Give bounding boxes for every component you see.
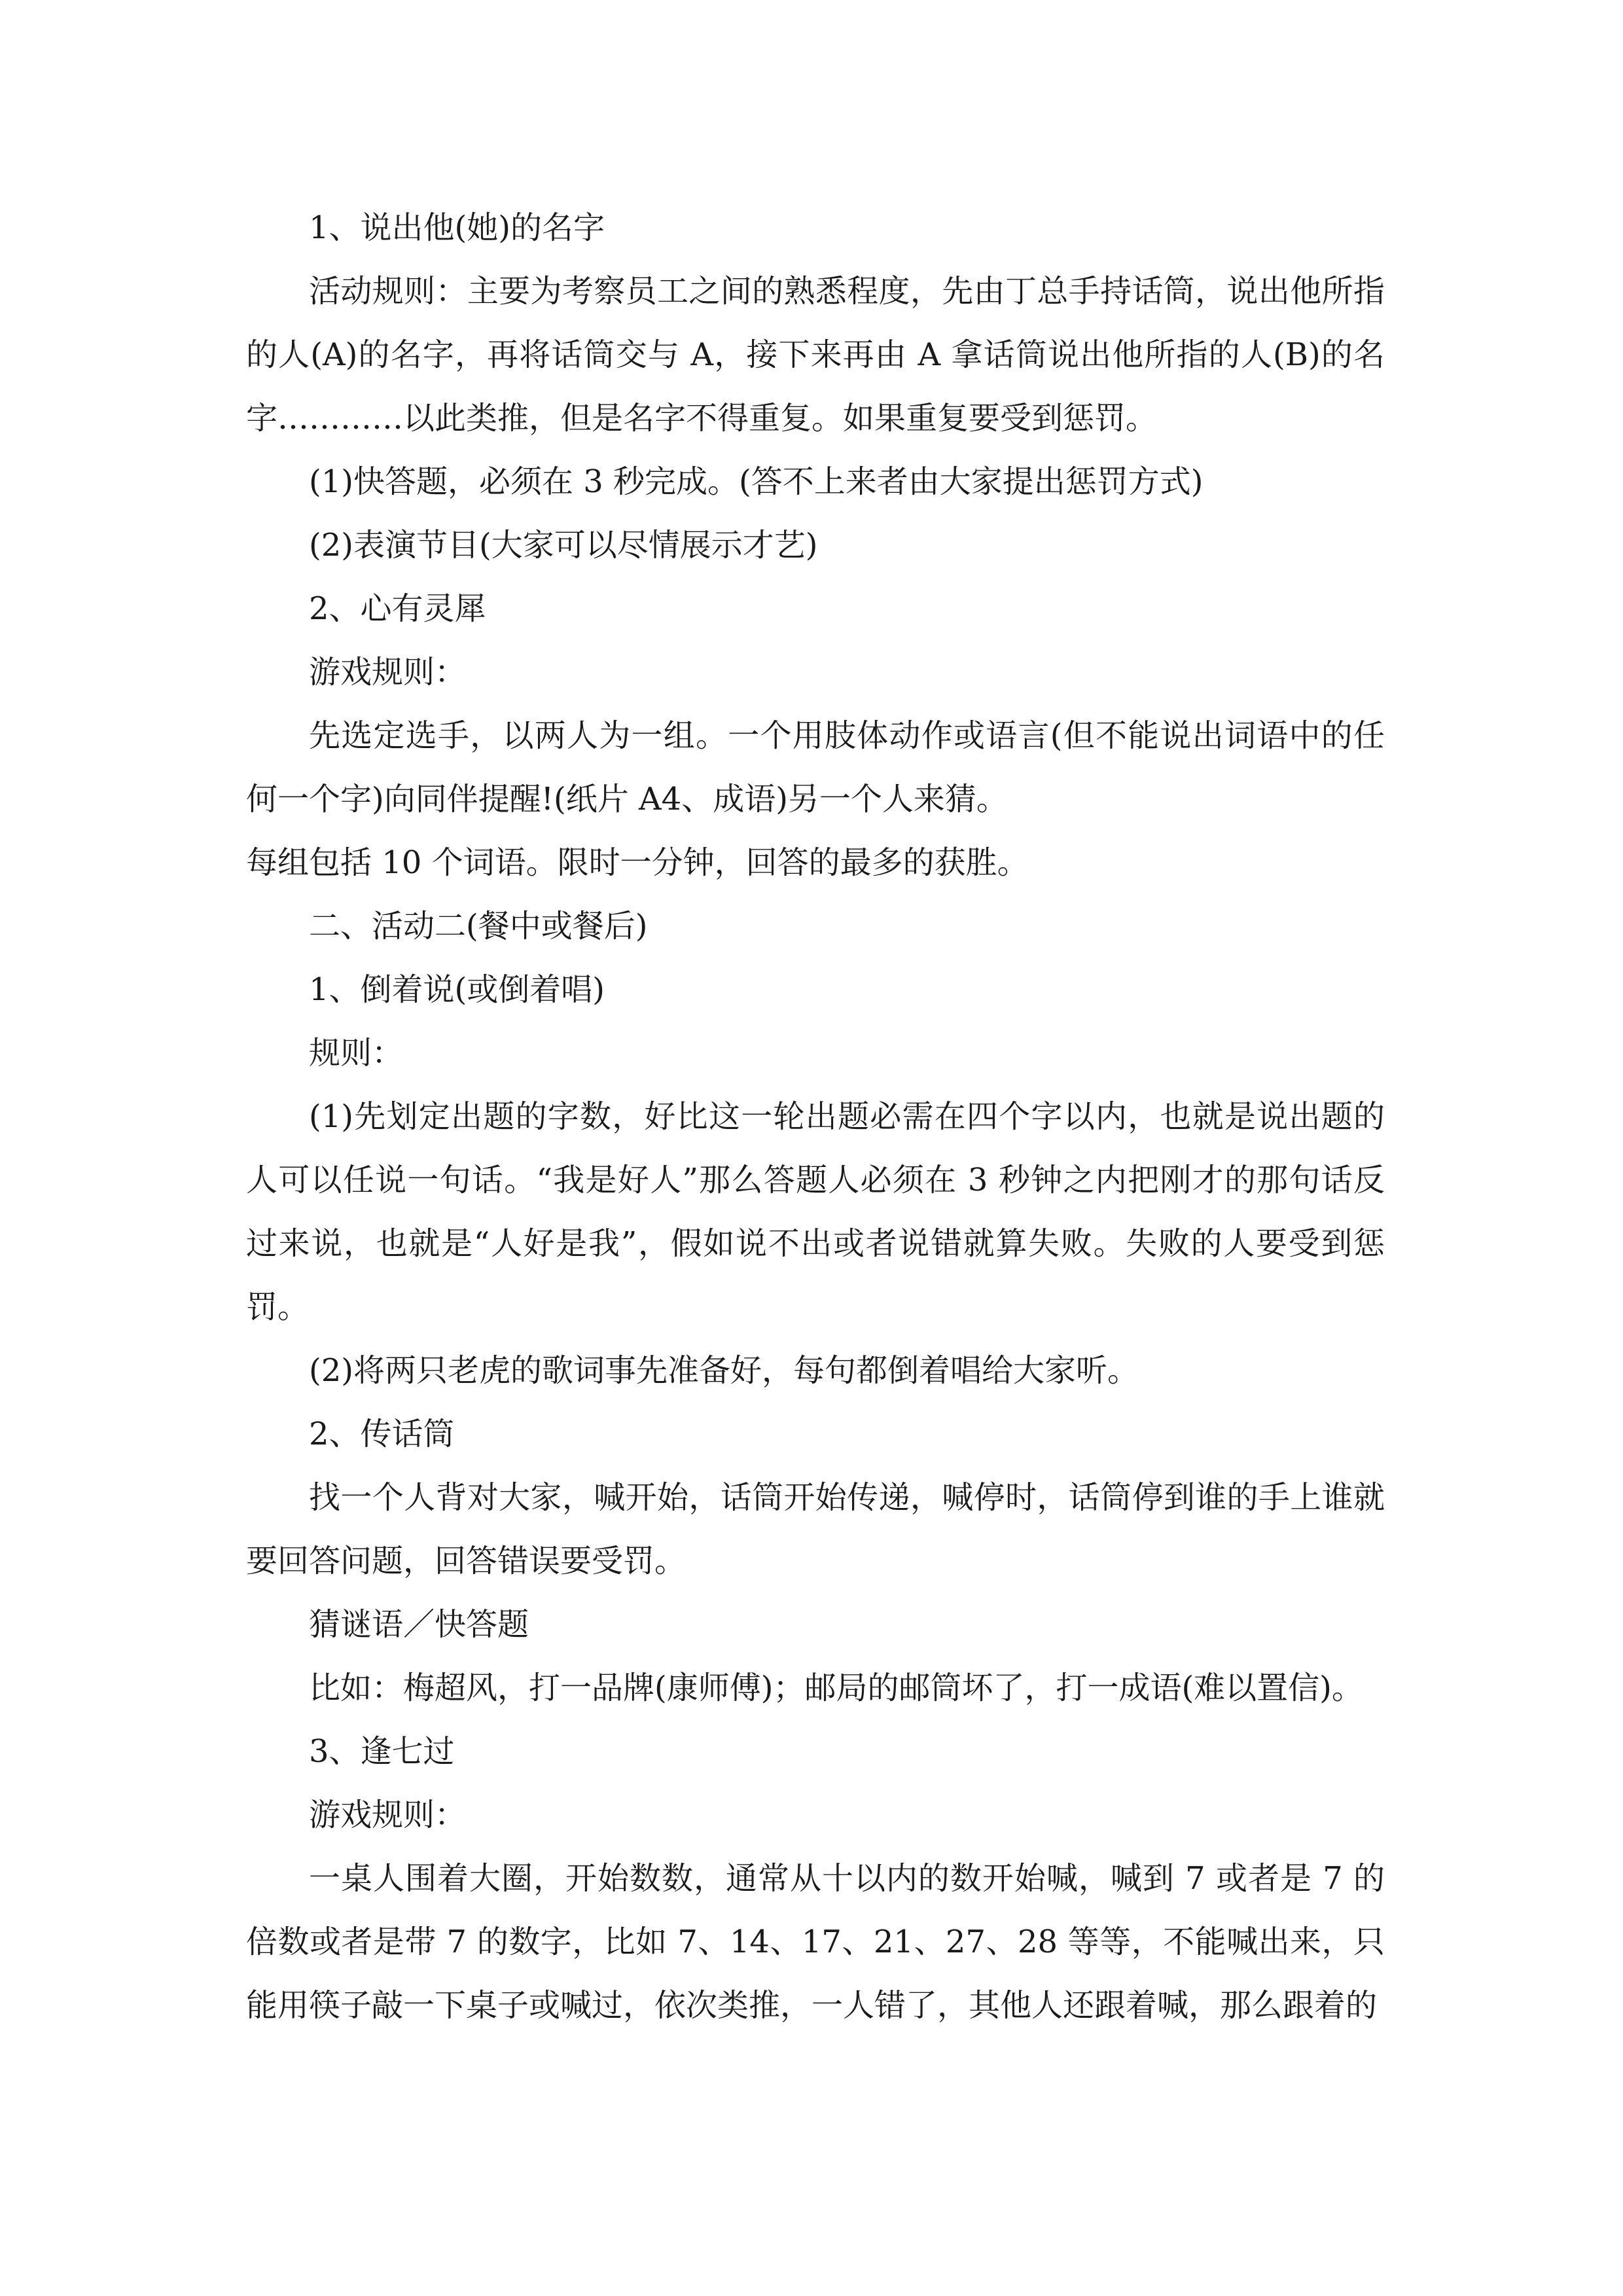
- paragraph: 2、传话筒: [309, 1416, 455, 1452]
- paragraph: 先选定选手，以两人为一组。一个用肢体动作或语言(但不能说出词语中的任何一个字)向同伴提醒!(纸片 A4、成语)另一个人来猜。: [246, 717, 1385, 817]
- paragraph: 1、倒着说(或倒着唱): [309, 971, 605, 1008]
- paragraph: 2、心有灵犀: [309, 590, 486, 627]
- paragraph: 二、活动二(餐中或餐后): [309, 908, 648, 944]
- paragraph: 猜谜语／快答题: [309, 1606, 529, 1643]
- paragraph: (1)快答题，必须在 3 秒完成。(答不上来者由大家提出惩罚方式): [309, 463, 1204, 500]
- paragraph: 1、说出他(她)的名字: [309, 209, 605, 246]
- paragraph: 活动规则：主要为考察员工之间的熟悉程度，先由丁总手持话筒，说出他所指的人(A)的名字，再将话筒交与 A，接下来再由 A 拿话筒说出他所指的人(B)的名字…………以此类推，但是名字不得重复。如果重复要受到惩罚。: [246, 273, 1385, 437]
- paragraph: 游戏规则：: [309, 1797, 467, 1833]
- paragraph: 找一个人背对大家，喊开始，话筒开始传递，喊停时，话筒停到谁的手上谁就要回答问题，回答错误要受罚。: [246, 1479, 1385, 1579]
- paragraph: (1)先划定出题的字数，好比这一轮出题必需在四个字以内，也就是说出题的人可以任说一句话。“我是好人”那么答题人必须在 3 秒钟之内把刚才的那句话反过来说，也就是“人好是我”，假如说不出或者说错就算失败。失败的人要受到惩罚。: [246, 1098, 1385, 1325]
- paragraph: (2)表演节目(大家可以尽情展示才艺): [309, 527, 818, 564]
- paragraph: 游戏规则：: [309, 654, 467, 691]
- document-body: [246, 196, 1385, 2037]
- paragraph: (2)将两只老虎的歌词事先准备好，每句都倒着唱给大家听。: [309, 1352, 1139, 1389]
- paragraph: 一桌人围着大圈，开始数数，通常从十以内的数开始喊，喊到 7 或者是 7 的倍数或者是带 7 的数字，比如 7、14、17、21、27、28 等等，不能喊出来，只能用筷子敲一下桌子或喊过，依次类推，一人错了，其他人还跟着喊，那么跟着的: [246, 1860, 1385, 2024]
- paragraph: 每组包括 10 个词语。限时一分钟，回答的最多的获胜。: [246, 844, 1029, 881]
- paragraph: 规则：: [309, 1035, 404, 1071]
- paragraph: 3、逢七过: [309, 1733, 455, 1770]
- paragraph: 比如：梅超风，打一品牌(康师傅)；邮局的邮筒坏了，打一成语(难以置信)。: [309, 1670, 1363, 1706]
